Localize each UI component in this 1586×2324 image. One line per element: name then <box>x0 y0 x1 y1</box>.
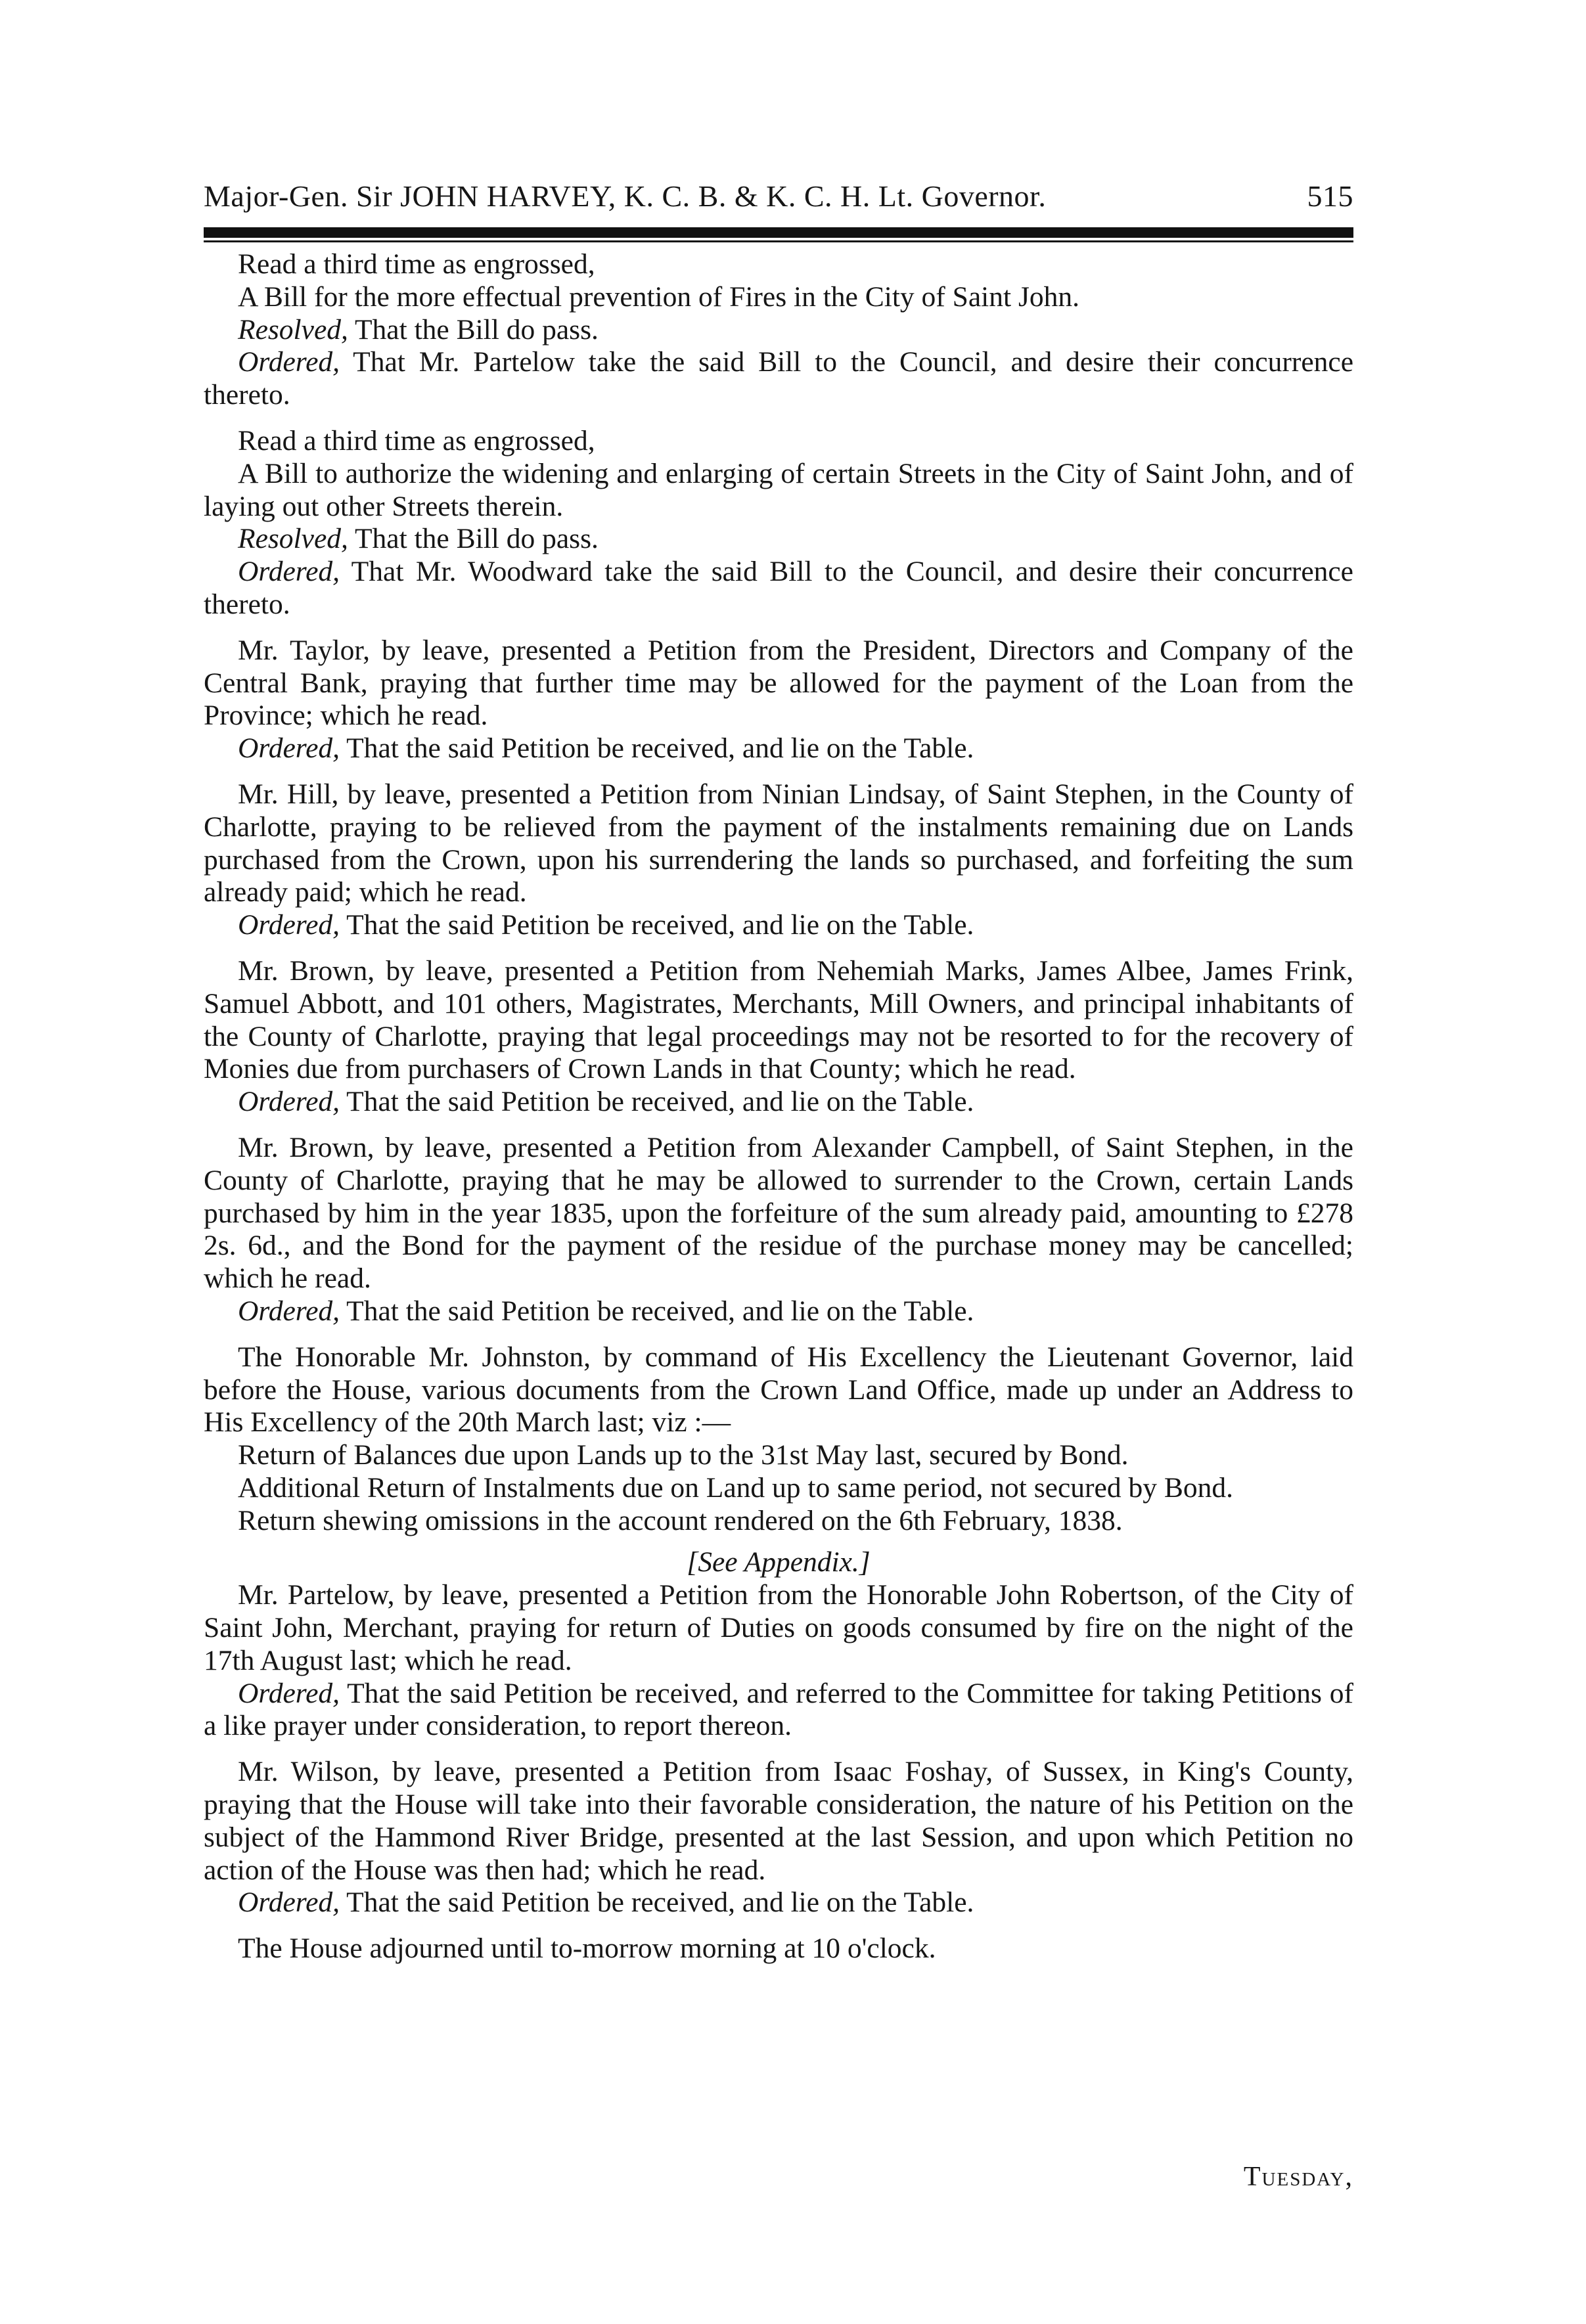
journal-paragraph <box>204 635 1353 732</box>
paragraph-text: Return of Balances due upon Lands up to the 31st May last, secured by Bond. <box>238 1439 1129 1471</box>
order-paragraph <box>204 1678 1353 1743</box>
order-paragraph <box>204 1086 1353 1119</box>
journal-paragraph <box>204 458 1353 524</box>
paragraph-text: A Bill for the more effectual prevention of Fires in the City of Saint John. <box>238 280 1079 313</box>
journal-paragraph <box>204 955 1353 1086</box>
paragraph-text: Mr. Hill, by leave, presented a Petition from Ninian Lindsay, of Saint Stephen, in the County of Charlotte, praying to be relieved from the payment of the instalments remaining due on Lands purchased from the Crown, upon his surrendering the lands so purchased, and forfeiting the sum already paid; which he read. <box>204 778 1353 908</box>
paragraph-text: The Honorable Mr. Johnston, by command of His Excellency the Lieutenant Governor, laid before the House, various documents from the Crown Land Office, made up under an Address to His Excellency of the 20th March last; viz :— <box>204 1341 1353 1439</box>
journal-paragraph <box>204 1933 1353 1965</box>
paragraph-text: Mr. Brown, by leave, presented a Petition from Nehemiah Marks, James Albee, James Frink, Samuel Abbott, and 101 others, Magistrates, Merchants, Mill Owners, and principal inhabitants of the County of Charlotte, praying that legal proceedings may not be resorted to for the recovery of Monies due from purchasers of Crown Lands in that County; which he read. <box>204 954 1353 1085</box>
paragraph-text: That the said Petition be received, and referred to the Committee for taking Petitions of a like prayer under consideration, to report thereon. <box>204 1677 1353 1742</box>
running-header <box>204 179 1353 213</box>
journal-paragraph <box>204 1472 1353 1505</box>
order-paragraph <box>204 1295 1353 1328</box>
order-paragraph <box>204 523 1353 556</box>
paragraph-text: That the said Petition be received, and lie on the Table. <box>340 1086 974 1118</box>
paragraph-text: Additional Return of Instalments due on Land up to same period, not secured by Bond. <box>238 1471 1233 1504</box>
journal-paragraph <box>204 1505 1353 1538</box>
paragraph-text: That the said Petition be received, and lie on the Table. <box>340 732 974 765</box>
paragraph-text: That Mr. Partelow take the said Bill to the Council, and desire their concurrence thereto. <box>204 346 1353 411</box>
paragraph-text: That the Bill do pass. <box>348 313 599 346</box>
paragraph-text: A Bill to authorize the widening and enlarging of certain Streets in the City of Saint John, and of laying out other Streets therein. <box>204 457 1353 522</box>
order-paragraph <box>204 314 1353 347</box>
paragraph-text: Mr. Taylor, by leave, presented a Petition from the President, Directors and Company of the Central Bank, praying that further time may be allowed for the payment of the Loan from the Province; which he read. <box>204 634 1353 732</box>
journal-paragraph <box>204 248 1353 281</box>
paragraph-lead: Ordered, <box>238 1295 340 1327</box>
paragraph-text: Mr. Partelow, by leave, presented a Petition from the Honorable John Robertson, of the City of Saint John, Merchant, praying for return of Duties on goods consumed by fire on the night of the 17th August last; which he read. <box>204 1579 1353 1676</box>
journal-body <box>204 248 1353 1965</box>
journal-paragraph <box>204 1756 1353 1887</box>
order-paragraph <box>204 909 1353 942</box>
journal-paragraph <box>204 778 1353 909</box>
paragraph-text: That the Bill do pass. <box>348 523 599 555</box>
paragraph-text: Read a third time as engrossed, <box>238 248 595 280</box>
page-number: 515 <box>1307 179 1353 213</box>
paragraph-text: That Mr. Woodward take the said Bill to the Council, and desire their concurrence thereto. <box>204 556 1353 620</box>
catchword: Tuesday, <box>1243 2162 1353 2192</box>
journal-paragraph <box>204 1579 1353 1677</box>
paragraph-text: Read a third time as engrossed, <box>238 424 595 457</box>
paragraph-text: Mr. Brown, by leave, presented a Petition from Alexander Campbell, of Saint Stephen, in the County of Charlotte, praying that he may be allowed to surrender to the Crown, certain Lands purchased by him in the year 1835, upon the forfeiture of the sum already paid, amounting to £278 2s. 6d., and the Bond for the payment of the residue of the purchase money may be cancelled; which he read. <box>204 1131 1353 1295</box>
journal-paragraph <box>204 281 1353 314</box>
paragraph-lead: Resolved, <box>238 523 348 555</box>
paragraph-text: [See Appendix.] <box>687 1546 871 1578</box>
paragraph-lead: Ordered, <box>238 346 340 378</box>
paragraph-text: The House adjourned until to-morrow morning at 10 o'clock. <box>238 1933 936 1965</box>
header-rule-thin <box>204 240 1353 242</box>
paragraph-lead: Ordered, <box>238 909 340 941</box>
paragraph-lead: Resolved, <box>238 313 348 346</box>
running-title: Major-Gen. Sir JOHN HARVEY, K. C. B. & K. C. H. Lt. Governor. <box>204 179 1047 213</box>
paragraph-lead: Ordered, <box>238 1677 340 1709</box>
paragraph-text: Mr. Wilson, by leave, presented a Petition from Isaac Foshay, of Sussex, in King's County, praying that the House will take into their favorable consideration, the nature of his Petition on the subject of the Hammond River Bridge, presented at the last Session, and upon which Petition no action of the House was then had; which he read. <box>204 1756 1353 1886</box>
header-rule <box>204 227 1353 238</box>
journal-paragraph <box>204 1546 1353 1579</box>
paragraph-lead: Ordered, <box>238 1887 340 1919</box>
paragraph-text: That the said Petition be received, and lie on the Table. <box>340 909 974 941</box>
order-paragraph <box>204 556 1353 621</box>
order-paragraph <box>204 732 1353 765</box>
paragraph-text: That the said Petition be received, and lie on the Table. <box>340 1295 974 1327</box>
paragraph-text: Return shewing omissions in the account rendered on the 6th February, 1838. <box>238 1504 1123 1536</box>
paragraph-text: That the said Petition be received, and lie on the Table. <box>340 1887 974 1919</box>
journal-paragraph <box>204 425 1353 458</box>
order-paragraph <box>204 346 1353 412</box>
journal-paragraph <box>204 1341 1353 1439</box>
paragraph-lead: Ordered, <box>238 1086 340 1118</box>
journal-paragraph <box>204 1132 1353 1295</box>
order-paragraph <box>204 1887 1353 1919</box>
journal-paragraph <box>204 1439 1353 1472</box>
paragraph-lead: Ordered, <box>238 556 340 588</box>
paragraph-lead: Ordered, <box>238 732 340 765</box>
